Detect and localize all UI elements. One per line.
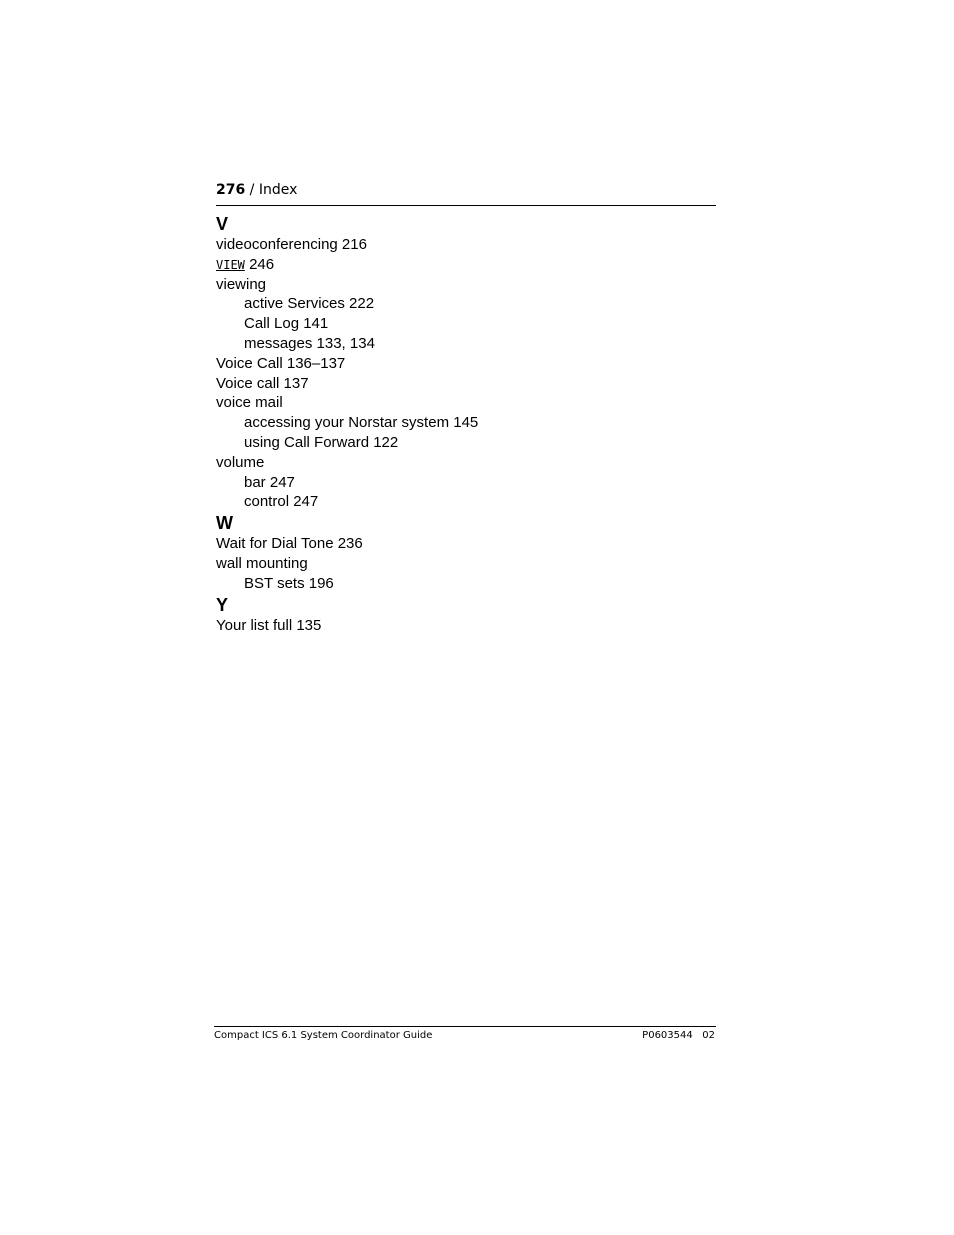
index-letter-v: V bbox=[216, 214, 229, 234]
index-entry: volume bbox=[216, 453, 265, 471]
index-entry: wall mounting bbox=[216, 554, 308, 572]
header-separator: / bbox=[245, 182, 259, 198]
index-subentry: using Call Forward 122 bbox=[244, 433, 399, 451]
index-subentry: control 247 bbox=[244, 493, 319, 511]
index-entry: Your list full 135 bbox=[216, 616, 322, 634]
index-entry: Voice Call 136–137 bbox=[216, 354, 346, 372]
index-subentry: active Services 222 bbox=[244, 295, 375, 313]
index-entry: Voice call 137 bbox=[216, 374, 309, 392]
index-subentry: accessing your Norstar system 145 bbox=[244, 414, 479, 432]
view-page-ref: 246 bbox=[244, 255, 275, 273]
index-letter-y: Y bbox=[216, 594, 229, 615]
index-entry-view bbox=[216, 255, 716, 275]
index-entry: viewing bbox=[216, 275, 267, 293]
view-key-label: VIEW bbox=[216, 257, 245, 272]
footer-doc-number: P0603544 02 bbox=[642, 1030, 715, 1041]
index-list bbox=[216, 213, 716, 635]
footer-title: Compact ICS 6.1 System Coordinator Guide bbox=[214, 1030, 433, 1041]
index-letter-w: W bbox=[216, 513, 233, 534]
page-header bbox=[216, 180, 716, 200]
index-subentry: messages 133, 134 bbox=[244, 334, 375, 352]
index-entry: voice mail bbox=[216, 394, 283, 412]
index-subentry: Call Log 141 bbox=[244, 315, 329, 333]
page-number: 276 bbox=[216, 182, 246, 198]
header-rule bbox=[216, 205, 716, 206]
index-subentry: BST sets 196 bbox=[244, 574, 334, 592]
section-title: Index bbox=[258, 182, 298, 198]
index-entry: videoconferencing 216 bbox=[216, 236, 367, 253]
index-entry: Wait for Dial Tone 236 bbox=[216, 535, 363, 553]
footer-rule bbox=[214, 1026, 716, 1027]
index-subentry: bar 247 bbox=[244, 473, 295, 491]
